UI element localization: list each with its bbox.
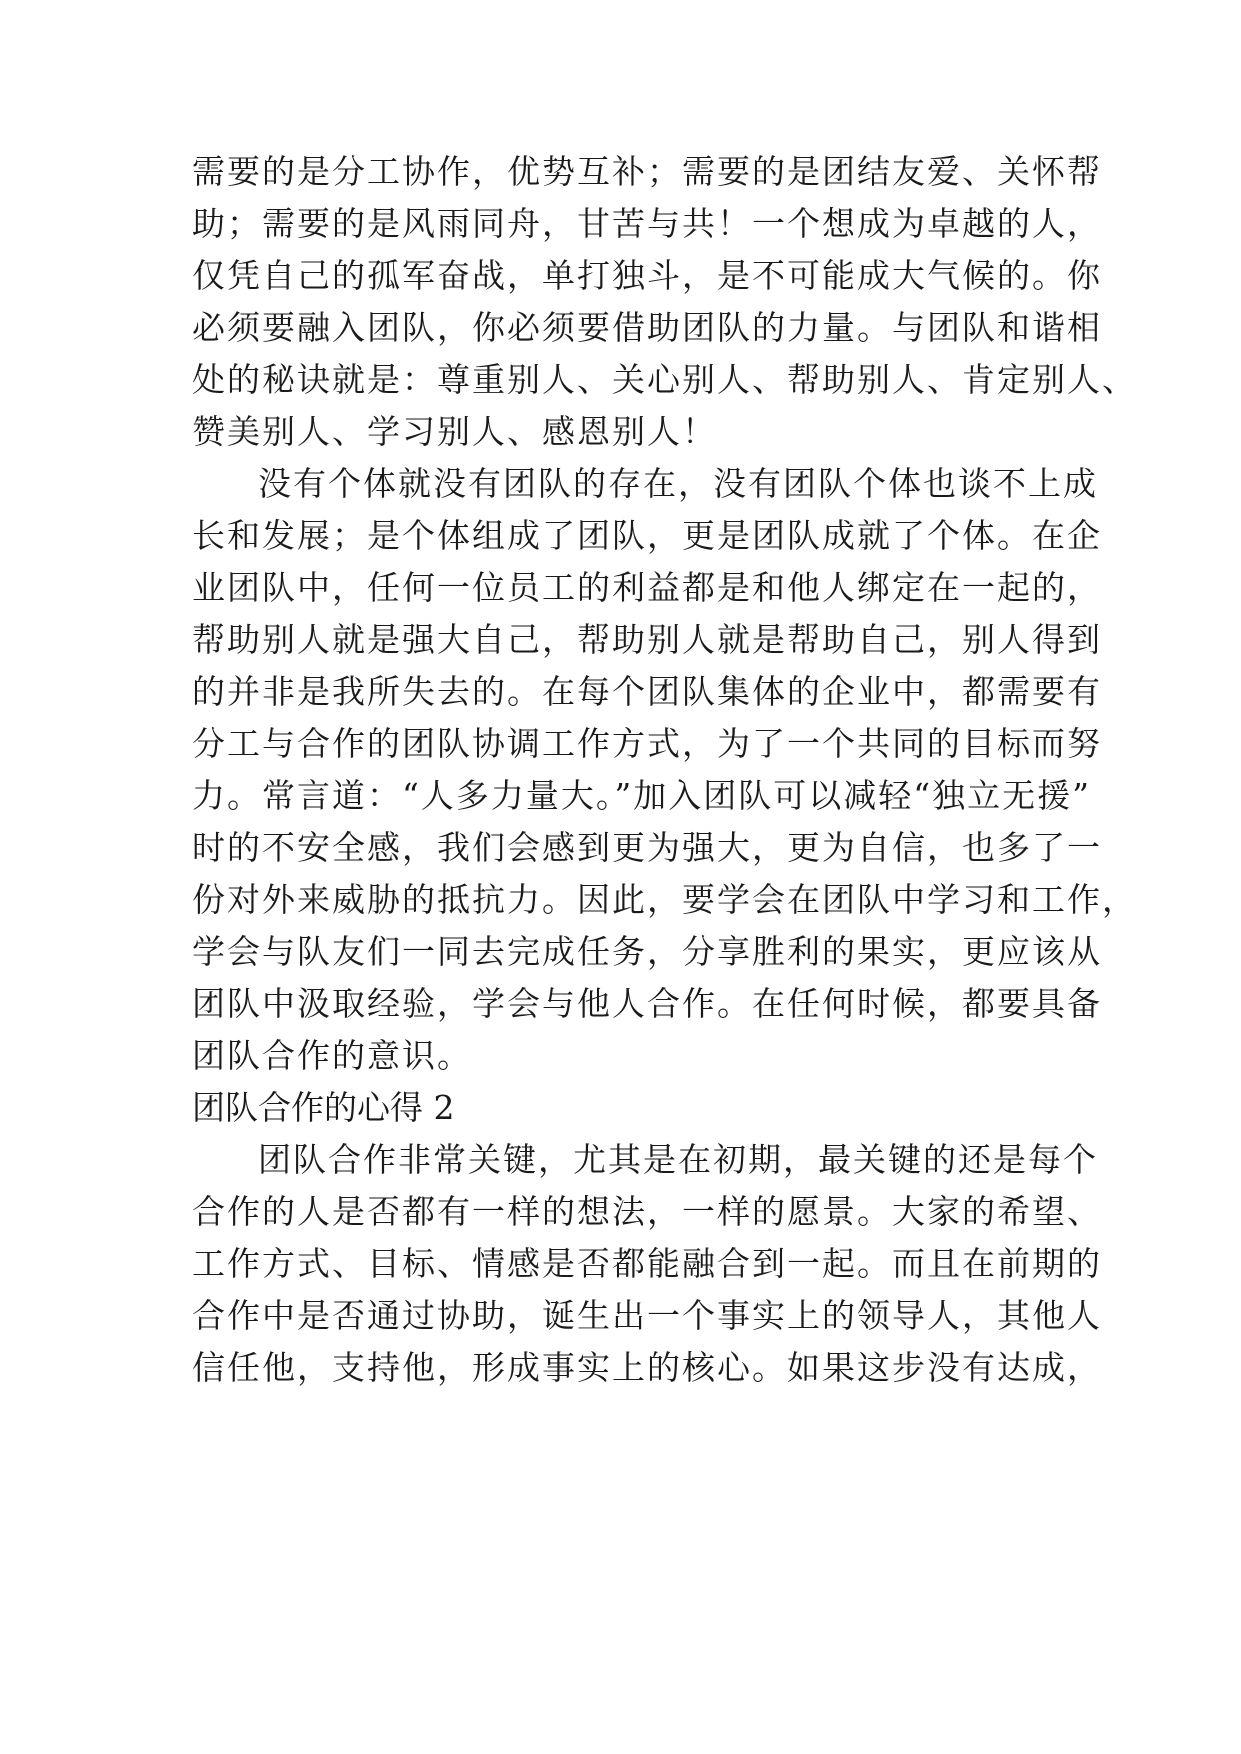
paragraph-2-line-1: 没有个体就没有团队的存在，没有团队个体也谈不上成 xyxy=(258,464,1098,503)
paragraph-3-line-1: 团队合作非常关键，尤其是在初期，最关键的还是每个 xyxy=(258,1140,1098,1179)
paragraph-2-line-11: 团队中汲取经验，学会与他人合作。在任何时候，都要具备 xyxy=(192,984,1102,1023)
paragraph-2-line-6: 分工与合作的团队协调工作方式，为了一个共同的目标而努 xyxy=(192,724,1102,763)
paragraph-2-line-8: 时的不安全感，我们会感到更为强大，更为自信，也多了一 xyxy=(192,828,1102,867)
paragraph-3-line-2: 合作的人是否都有一样的想法，一样的愿景。大家的希望、 xyxy=(192,1192,1102,1231)
paragraph-2-line-9: 份对外来威胁的抵抗力。因此，要学会在团队中学习和工作， xyxy=(192,880,1137,919)
paragraph-3-line-5: 信任他，支持他，形成事实上的核心。如果这步没有达成， xyxy=(192,1348,1102,1387)
section-title: 团队合作的心得 2 xyxy=(192,1088,455,1127)
paragraph-1-line-6: 赞美别人、学习别人、感恩别人！ xyxy=(192,412,717,451)
paragraph-1-line-4: 必须要融入团队，你必须要借助团队的力量。与团队和谐相 xyxy=(192,308,1102,347)
paragraph-1-line-2: 助；需要的是风雨同舟，甘苦与共！一个想成为卓越的人， xyxy=(192,204,1102,243)
paragraph-2-line-10: 学会与队友们一同去完成任务，分享胜利的果实，更应该从 xyxy=(192,932,1102,971)
paragraph-2-line-12: 团队合作的意识。 xyxy=(192,1036,472,1075)
paragraph-1-line-3: 仅凭自己的孤军奋战，单打独斗，是不可能成大气候的。你 xyxy=(192,256,1102,295)
paragraph-2-line-7: 力。常言道：“人多力量大。”加入团队可以减轻“独立无援” xyxy=(192,776,1091,815)
paragraph-2-line-2: 长和发展；是个体组成了团队，更是团队成就了个体。在企 xyxy=(192,516,1102,555)
paragraph-2-line-3: 业团队中，任何一位员工的利益都是和他人绑定在一起的， xyxy=(192,568,1102,607)
paragraph-1-line-1: 需要的是分工协作，优势互补；需要的是团结友爱、关怀帮 xyxy=(192,152,1102,191)
paragraph-3-line-4: 合作中是否通过协助，诞生出一个事实上的领导人，其他人 xyxy=(192,1296,1102,1335)
paragraph-1-line-5: 处的秘诀就是：尊重别人、关心别人、帮助别人、肯定别人、 xyxy=(192,360,1137,399)
paragraph-2-line-4: 帮助别人就是强大自己，帮助别人就是帮助自己，别人得到 xyxy=(192,620,1102,659)
paragraph-2-line-5: 的并非是我所失去的。在每个团队集体的企业中，都需要有 xyxy=(192,672,1102,711)
paragraph-3-line-3: 工作方式、目标、情感是否都能融合到一起。而且在前期的 xyxy=(192,1244,1102,1283)
